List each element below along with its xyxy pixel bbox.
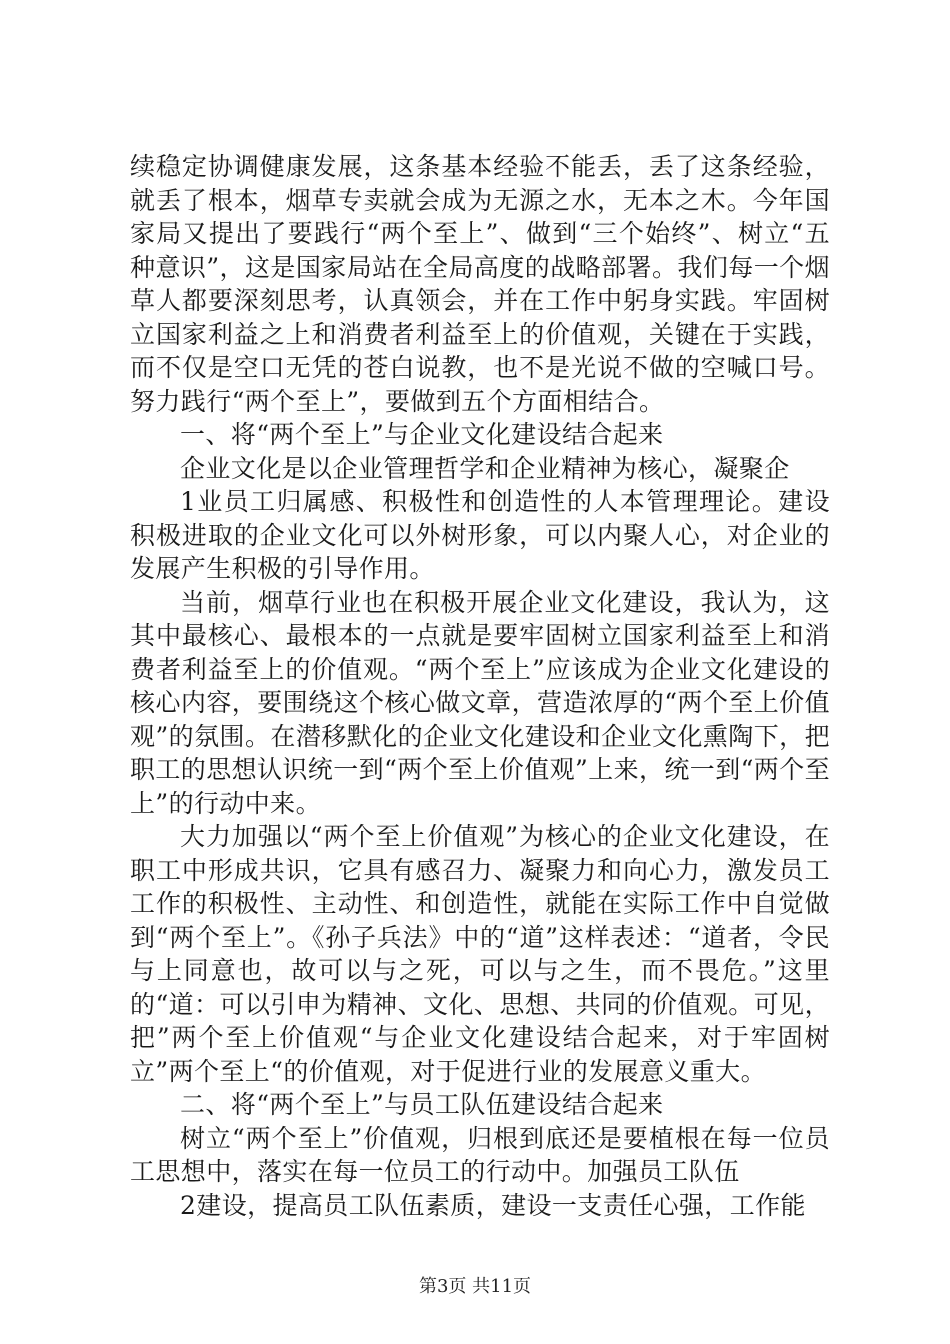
body-paragraph: 大力加强以“两个至上价值观”为核心的企业文化建设，在职工中形成共识，它具有感召力、凝聚力和向心力，激发员工工作的积极性、主动性、和创造性，就能在实际工作中自觉做到“两个至上”。《孙子兵法》中的“道”这样表述：“道者，令民与上同意也，故可以与之死，可以与之生，而不畏危。”这里的“道：可以引申为精神、文化、思想、共同的价值观。可见，把”两个至上价值观“与企业文化建设结合起来，对于牢固树立”两个至上“的价值观，对于促进行业的发展意义重大。	[130, 822, 830, 1086]
page-number-label: 第3页 共11页	[418, 1276, 532, 1297]
body-paragraph: 续稳定协调健康发展，这条基本经验不能丢，丢了这条经验，就丢了根本，烟草专卖就会成为无源之水，无本之木。今年国家局又提出了要践行“两个至上”、做到“三个始终”、树立“五种意识”，这是国家局站在全局高度的战略部署。我们每一个烟草人都要深刻思考，认真领会，并在工作中躬身实践。牢固树立国家利益之上和消费者利益至上的价值观，关键在于实践，而不仅是空口无凭的苍白说教，也不是光说不做的空喊口号。努力践行“两个至上”，要做到五个方面相结合。	[130, 152, 830, 416]
body-paragraph: 企业文化是以企业管理哲学和企业精神为核心，凝聚企	[180, 453, 790, 483]
page-footer	[0, 1272, 950, 1298]
body-paragraph: 当前，烟草行业也在积极开展企业文化建设，我认为，这其中最核心、最根本的一点就是要牢固树立国家利益至上和消费者利益至上的价值观。“两个至上”应该成为企业文化建设的核心内容，要围绕这个核心做文章，营造浓厚的“两个至上价值观”的氛围。在潜移默化的企业文化建设和企业文化熏陶下，把职工的思想认识统一到“两个至上价值观”上来，统一到“两个至上”的行动中来。	[130, 587, 830, 818]
section-heading-1: 一、将“两个至上”与企业文化建设结合起来	[180, 420, 664, 449]
body-paragraph: 1业员工归属感、积极性和创造性的人本管理理论。建设积极进取的企业文化可以外树形象，可以内聚人心，对企业的发展产生积极的引导作用。	[130, 487, 830, 583]
section-heading-2: 二、将“两个至上”与员工队伍建设结合起来	[180, 1090, 664, 1119]
body-paragraph: 树立“两个至上”价值观，归根到底还是要植根在每一位员工思想中，落实在每一位员工的行动中。加强员工队伍	[130, 1123, 830, 1186]
document-body	[130, 150, 830, 1222]
body-paragraph: 2建设，提高员工队伍素质，建设一支责任心强，工作能	[180, 1190, 806, 1220]
